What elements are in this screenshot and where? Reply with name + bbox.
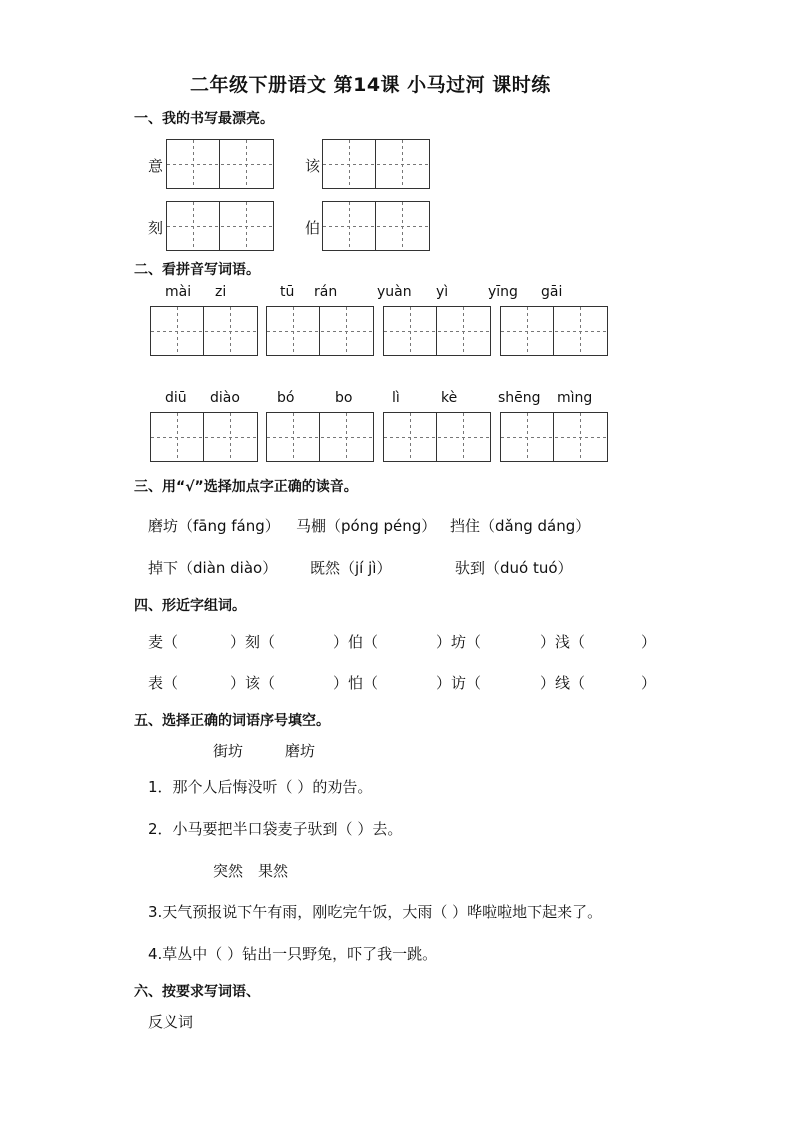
word-blank-close: ）: [641, 674, 657, 692]
pinyin: yuàn: [377, 284, 412, 300]
writing-grid[interactable]: [266, 412, 374, 462]
pinyin: gāi: [541, 284, 563, 300]
question-4[interactable]: 4.草丛中（ ）钻出一只野兔，吓了我一跳。: [148, 945, 438, 963]
writing-grid[interactable]: [322, 201, 430, 251]
pinyin: yīng: [488, 284, 518, 300]
writing-grid[interactable]: [266, 306, 374, 356]
section-1-heading: 一、我的书写最漂亮。: [134, 111, 274, 127]
writing-grid[interactable]: [383, 306, 491, 356]
pronunciation-item[interactable]: 挡住（dǎng dáng）: [450, 517, 591, 535]
word-blank[interactable]: ）伯（: [333, 633, 379, 651]
writing-grid[interactable]: [150, 306, 258, 356]
section-4-heading: 四、形近字组词。: [134, 598, 246, 614]
word-blank[interactable]: ）坊（: [436, 633, 482, 651]
word-option: 磨坊: [285, 742, 316, 760]
word-blank[interactable]: ）该（: [230, 674, 276, 692]
pinyin: bó: [277, 390, 295, 406]
pronunciation-item[interactable]: 掉下（diàn diào）: [148, 559, 278, 577]
pinyin: rán: [314, 284, 338, 300]
pronunciation-item[interactable]: 马棚（póng péng）: [296, 517, 437, 535]
writing-grid[interactable]: [166, 139, 274, 189]
word-blank[interactable]: 表（: [148, 674, 179, 692]
word-blank[interactable]: ）刻（: [230, 633, 276, 651]
section-2-heading: 二、看拼音写词语。: [134, 262, 260, 278]
pronunciation-item[interactable]: 磨坊（fāng fáng）: [148, 517, 280, 535]
practice-char-bo: 伯: [305, 219, 321, 237]
pinyin: tū: [280, 284, 295, 300]
word-blank-close: ）: [641, 633, 657, 651]
writing-grid[interactable]: [150, 412, 258, 462]
pinyin: diào: [210, 390, 240, 406]
pinyin: mìng: [557, 390, 593, 406]
pinyin: diū: [165, 390, 187, 406]
practice-char-ke: 刻: [148, 219, 164, 237]
pinyin: shēng: [498, 390, 541, 406]
word-option: 突然: [213, 862, 244, 880]
pinyin: zi: [215, 284, 227, 300]
writing-grid[interactable]: [383, 412, 491, 462]
word-blank[interactable]: ）访（: [436, 674, 482, 692]
writing-grid[interactable]: [500, 306, 608, 356]
word-blank[interactable]: ）浅（: [540, 633, 586, 651]
pinyin: lì: [392, 390, 400, 406]
pronunciation-item[interactable]: 既然（jí jì）: [310, 559, 392, 577]
word-blank[interactable]: ）线（: [540, 674, 586, 692]
writing-grid[interactable]: [322, 139, 430, 189]
pinyin: mài: [165, 284, 192, 300]
word-option: 果然: [258, 862, 289, 880]
pinyin: kè: [441, 390, 458, 406]
question-2[interactable]: 2．小马要把半口袋麦子驮到（ ）去。: [148, 820, 403, 838]
practice-char-gai: 该: [305, 157, 321, 175]
pinyin: bo: [335, 390, 353, 406]
pronunciation-item[interactable]: 驮到（duó tuó）: [455, 559, 573, 577]
practice-char-yi: 意: [148, 157, 164, 175]
page-title: 二年级下册语文 第14课 小马过河 课时练: [190, 74, 551, 96]
section-6-heading: 六、按要求写词语、: [134, 984, 260, 1000]
question-1[interactable]: 1．那个人后悔没听（ ）的劝告。: [148, 778, 373, 796]
antonym-label: 反义词: [148, 1013, 194, 1031]
word-blank[interactable]: 麦（: [148, 633, 179, 651]
question-3[interactable]: 3.天气预报说下午有雨，刚吃完午饭，大雨（ ）哗啦啦地下起来了。: [148, 903, 603, 921]
pinyin: yì: [436, 284, 449, 300]
word-option: 街坊: [213, 742, 244, 760]
writing-grid[interactable]: [500, 412, 608, 462]
section-5-heading: 五、选择正确的词语序号填空。: [134, 713, 330, 729]
word-blank[interactable]: ）怕（: [333, 674, 379, 692]
writing-grid[interactable]: [166, 201, 274, 251]
section-3-heading: 三、用“√”选择加点字正确的读音。: [134, 479, 358, 495]
